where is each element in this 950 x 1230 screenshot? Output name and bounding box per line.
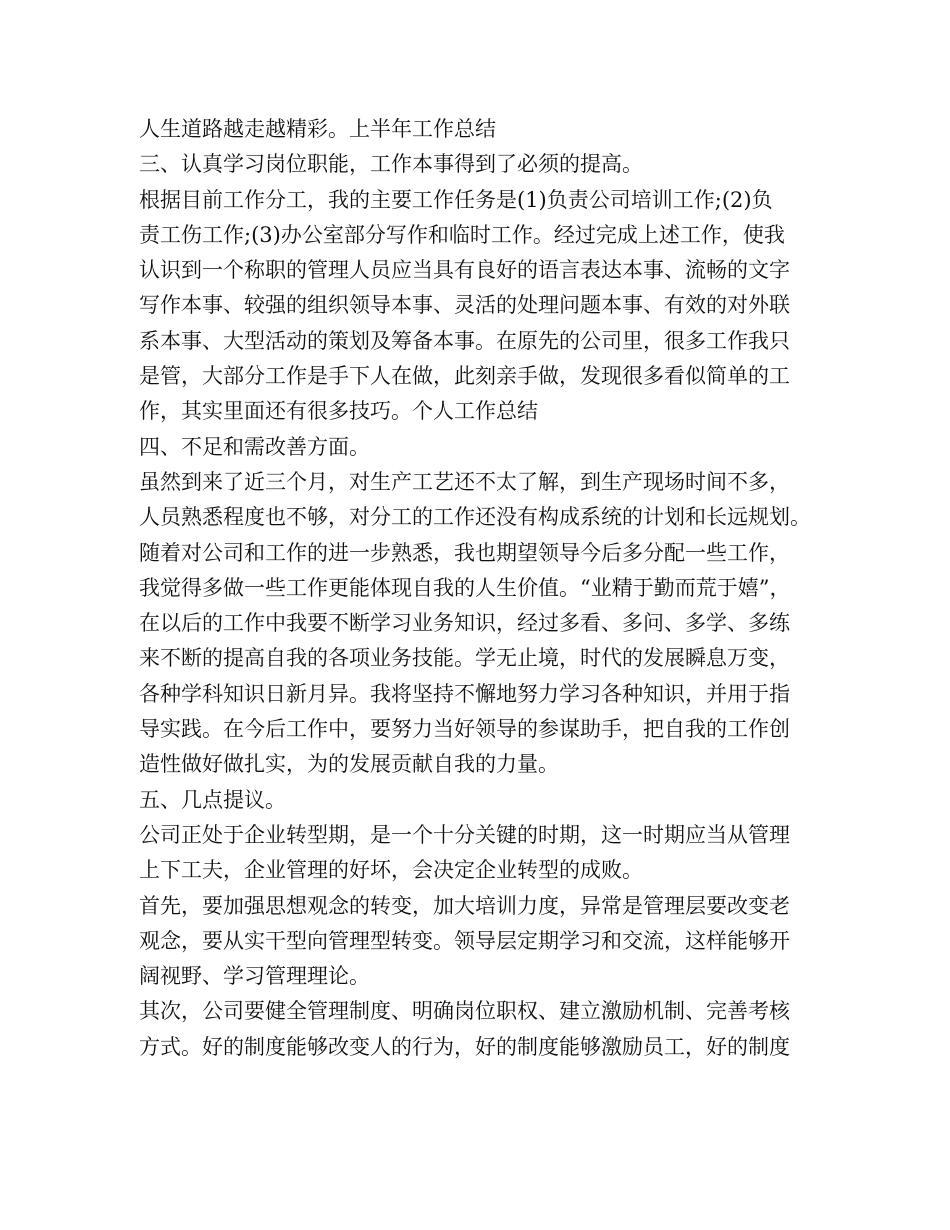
text-line: 作，其实里面还有很多技巧。个人工作总结 (139, 399, 538, 424)
text-line: 是管，大部分工作是手下人在做，此刻亲手做，发现很多看似简单的工 (139, 364, 790, 389)
text-line: 人员熟悉程度也不够，对分工的工作还没有构成系统的计划和长远规划。 (139, 505, 811, 530)
text-line: 观念，要从实干型向管理型转变。领导层定期学习和交流，这样能够开 (139, 928, 790, 953)
text-line: 上下工夫，企业管理的好坏，会决定企业转型的成败。 (139, 858, 643, 883)
text-line: 方式。好的制度能够改变人的行为，好的制度能够激励员工，好的制度 (139, 1034, 790, 1059)
text-line: 我觉得多做一些工作更能体现自我的人生价值。“业精于勤而荒于嬉”， (139, 575, 791, 600)
document-body (139, 112, 839, 1065)
text-line: 阔视野、学习管理理论。 (139, 964, 370, 989)
text-line: 责工伤工作;(3)办公室部分写作和临时工作。经过完成上述工作，使我 (139, 222, 785, 247)
text-line: 随着对公司和工作的进一步熟悉，我也期望领导今后多分配一些工作， (139, 540, 790, 565)
text-line: 导实践。在今后工作中，要努力当好领导的参谋助手，把自我的工作创 (139, 717, 790, 742)
text-line: 来不断的提高自我的各项业务技能。学无止境，时代的发展瞬息万变， (139, 646, 790, 671)
text-line: 根据目前工作分工，我的主要工作任务是(1)负责公司培训工作;(2)负 (139, 187, 773, 212)
text-line: 首先，要加强思想观念的转变，加大培训力度，异常是管理层要改变老 (139, 893, 790, 918)
text-line: 各种学科知识日新月异。我将坚持不懈地努力学习各种知识，并用于指 (139, 681, 790, 706)
section-heading: 五、几点提议。 (139, 787, 286, 812)
text-line: 虽然到来了近三个月，对生产工艺还不太了解，到生产现场时间不多， (139, 469, 790, 494)
text-line: 系本事、大型活动的策划及筹备本事。在原先的公司里，很多工作我只 (139, 328, 790, 353)
section-heading: 三、认真学习岗位职能，工作本事得到了必须的提高。 (139, 152, 643, 177)
text-line: 认识到一个称职的管理人员应当具有良好的语言表达本事、流畅的文字 (139, 258, 790, 283)
text-line: 在以后的工作中我要不断学习业务知识，经过多看、多问、多学、多练 (139, 611, 790, 636)
text-line: 公司正处于企业转型期，是一个十分关键的时期，这一时期应当从管理 (139, 822, 790, 847)
section-heading: 四、不足和需改善方面。 (139, 434, 370, 459)
text-line: 其次，公司要健全管理制度、明确岗位职权、建立激励机制、完善考核 (139, 999, 790, 1024)
text-line: 写作本事、较强的组织领导本事、灵活的处理问题本事、有效的对外联 (139, 293, 790, 318)
text-line: 造性做好做扎实，为的发展贡献自我的力量。 (139, 752, 559, 777)
text-line: 人生道路越走越精彩。上半年工作总结 (139, 117, 496, 141)
